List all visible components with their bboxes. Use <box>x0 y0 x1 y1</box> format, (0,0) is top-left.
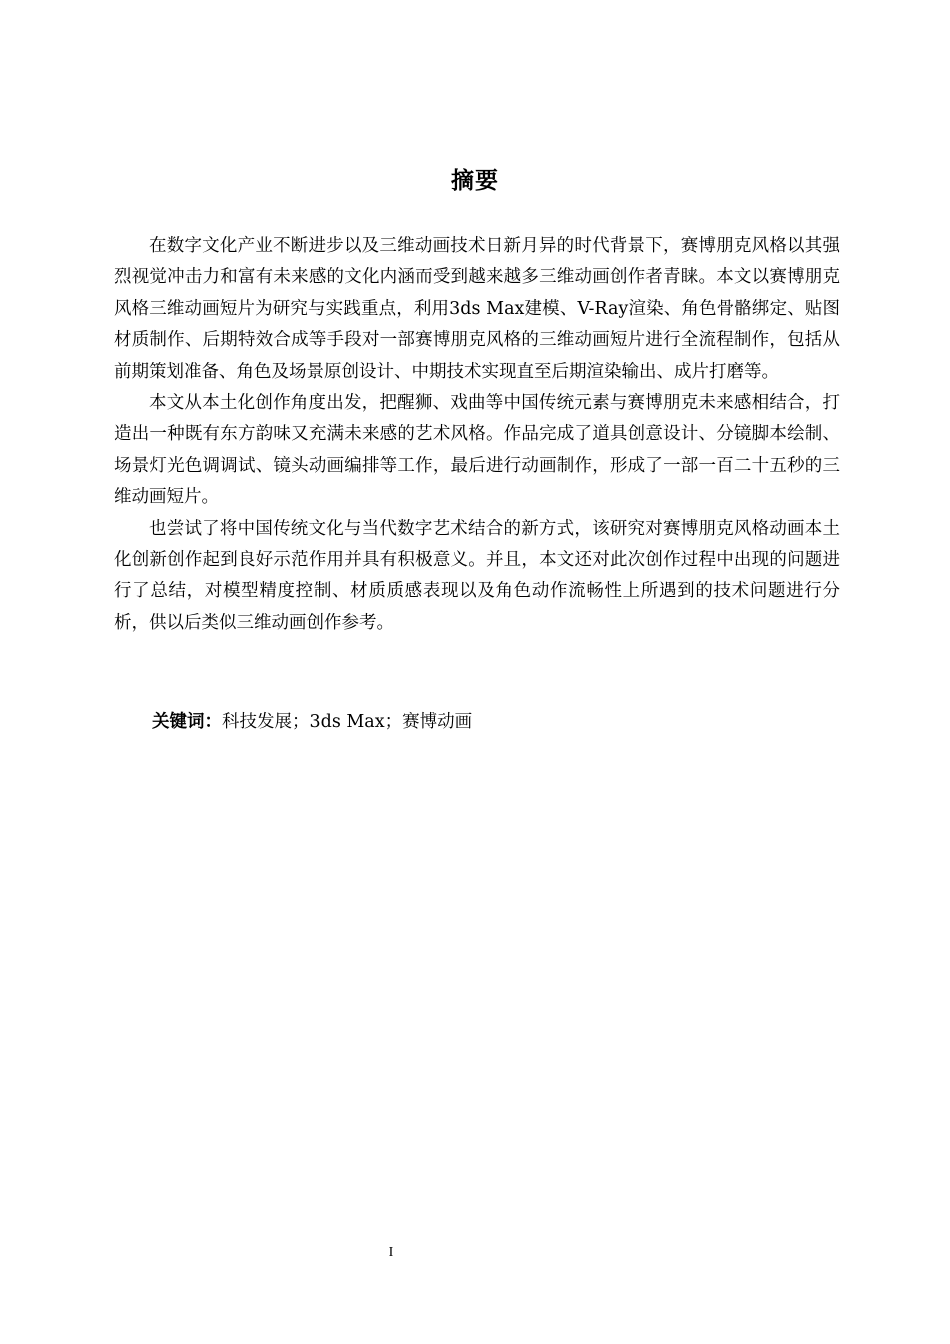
abstract-title: 摘要 <box>451 168 499 194</box>
abstract-body <box>114 231 840 639</box>
abstract-paragraph-1: 在数字文化产业不断进步以及三维动画技术日新月异的时代背景下，赛博朋克风格以其强烈视觉冲击力和富有未来感的文化内涵而受到越来越多三维动画创作者青睐。本文以赛博朋克风格三维动画短片为研究与实践重点，利用3ds Max建模、V-Ray渲染、角色骨骼绑定、贴图材质制作、后期特效合成等手段对一部赛博朋克风格的三维动画短片进行全流程制作，包括从前期策划准备、角色及场景原创设计、中期技术实现直至后期渲染输出、成片打磨等。 <box>114 236 840 382</box>
keywords-text: 科技发展；3ds Max；赛博动画 <box>222 712 473 732</box>
keywords-line <box>152 707 840 738</box>
page-number: I <box>388 1245 394 1260</box>
keywords-label: 关键词： <box>152 712 222 732</box>
abstract-paragraph-3: 也尝试了将中国传统文化与当代数字艺术结合的新方式，该研究对赛博朋克风格动画本土化创新创作起到良好示范作用并具有积极意义。并且，本文还对此次创作过程中出现的问题进行了总结，对模型精度控制、材质质感表现以及角色动作流畅性上所遇到的技术问题进行分析，供以后类似三维动画创作参考。 <box>114 518 840 633</box>
abstract-paragraph-2: 本文从本土化创作角度出发，把醒狮、戏曲等中国传统元素与赛博朋克未来感相结合，打造出一种既有东方韵味又充满未来感的艺术风格。作品完成了道具创意设计、分镜脚本绘制、场景灯光色调调试、镜头动画编排等工作，最后进行动画制作，形成了一部一百二十五秒的三维动画短片。 <box>114 393 840 508</box>
